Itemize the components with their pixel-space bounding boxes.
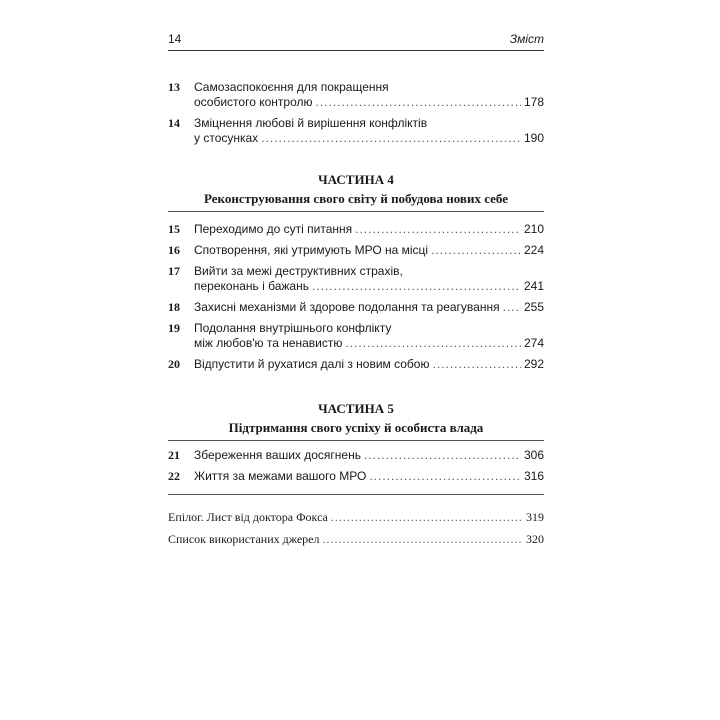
epilogue-page: 319	[526, 510, 544, 524]
toc-entry[interactable]	[168, 80, 544, 112]
leader-dots	[503, 300, 521, 315]
leader-dots	[345, 336, 521, 351]
chapter-title-line1: Зміцнення любові й вирішення конфліктів	[194, 116, 428, 130]
chapter-title-line2: переконань і бажань	[194, 279, 309, 293]
leader-dots	[364, 448, 521, 463]
leader-dots	[312, 279, 521, 294]
part-label: ЧАСТИНА 5	[318, 401, 394, 416]
chapter-number: 17	[168, 264, 180, 278]
leader-dots	[331, 510, 523, 525]
part-title: Підтримання свого успіху й особиста влада	[228, 420, 484, 435]
toc-entry-epilogue[interactable]	[168, 510, 544, 525]
chapter-page: 316	[523, 469, 544, 483]
chapter-page: 210	[523, 222, 544, 236]
epilogue-title: Епілог. Лист від доктора Фокса	[168, 510, 328, 524]
chapter-page: 190	[523, 131, 544, 145]
toc-entry-references[interactable]	[168, 532, 544, 547]
part-title: Реконструювання свого світу й побудова нових себе	[203, 191, 508, 206]
running-section-title: Зміст	[509, 32, 544, 46]
chapter-title: Збереження ваших досягнень	[194, 448, 361, 462]
chapter-number: 22	[168, 469, 180, 483]
leader-dots	[432, 357, 520, 372]
leader-dots	[355, 222, 521, 237]
page-number: 14	[168, 32, 182, 46]
toc-entry[interactable]	[168, 357, 544, 373]
part-divider	[168, 211, 544, 212]
chapter-title: Переходимо до суті питання	[194, 222, 353, 236]
leader-dots	[369, 469, 521, 484]
leader-dots	[315, 95, 520, 110]
part-divider	[168, 440, 544, 441]
toc-entry[interactable]	[168, 300, 544, 316]
chapter-page: 255	[523, 300, 544, 314]
leader-dots	[323, 532, 524, 547]
chapter-number: 20	[168, 357, 180, 371]
chapter-title-line1: Вийти за межі деструктивних страхів,	[194, 264, 403, 278]
chapter-page: 274	[523, 336, 544, 350]
chapter-number: 14	[168, 116, 180, 130]
chapter-page: 178	[523, 95, 544, 109]
chapter-title-line2: особистого контролю	[194, 95, 313, 109]
chapter-number: 19	[168, 321, 180, 335]
page-header	[168, 28, 544, 51]
chapter-page: 306	[523, 448, 544, 462]
toc-entry[interactable]	[168, 243, 544, 259]
toc-entry[interactable]	[168, 264, 544, 296]
part-label: ЧАСТИНА 4	[318, 172, 394, 187]
toc-entry[interactable]	[168, 448, 544, 464]
chapter-title: Життя за межами вашого МРО	[194, 469, 367, 483]
chapter-title: Захисні механізми й здорове подолання та реагування	[194, 300, 500, 314]
chapter-title: Спотворення, які утримують МРО на місці	[194, 243, 429, 257]
chapter-page: 241	[523, 279, 544, 293]
chapter-title: Відпустити й рухатися далі з новим собою	[194, 357, 430, 371]
chapter-title-line1: Подолання внутрішнього конфлікту	[194, 321, 392, 335]
chapter-number: 21	[168, 448, 180, 462]
chapter-page: 292	[523, 357, 544, 371]
chapter-number: 16	[168, 243, 180, 257]
toc-entry[interactable]	[168, 321, 544, 353]
toc-entry[interactable]	[168, 222, 544, 238]
references-title: Список використаних джерел	[168, 532, 320, 546]
chapter-number: 18	[168, 300, 180, 314]
leader-dots	[431, 243, 521, 258]
chapter-title-line2: між любов'ю та ненавистю	[194, 336, 343, 350]
chapter-title-line2: у стосунках	[194, 131, 259, 145]
toc-entry[interactable]	[168, 469, 544, 485]
chapter-title-line1: Самозаспокоєння для покращення	[194, 80, 389, 94]
leader-dots	[261, 131, 521, 146]
chapter-number: 15	[168, 222, 180, 236]
references-page: 320	[526, 532, 544, 546]
chapter-page: 224	[523, 243, 544, 257]
toc-entry[interactable]	[168, 116, 544, 148]
chapter-number: 13	[168, 80, 180, 94]
section-divider	[168, 494, 544, 495]
